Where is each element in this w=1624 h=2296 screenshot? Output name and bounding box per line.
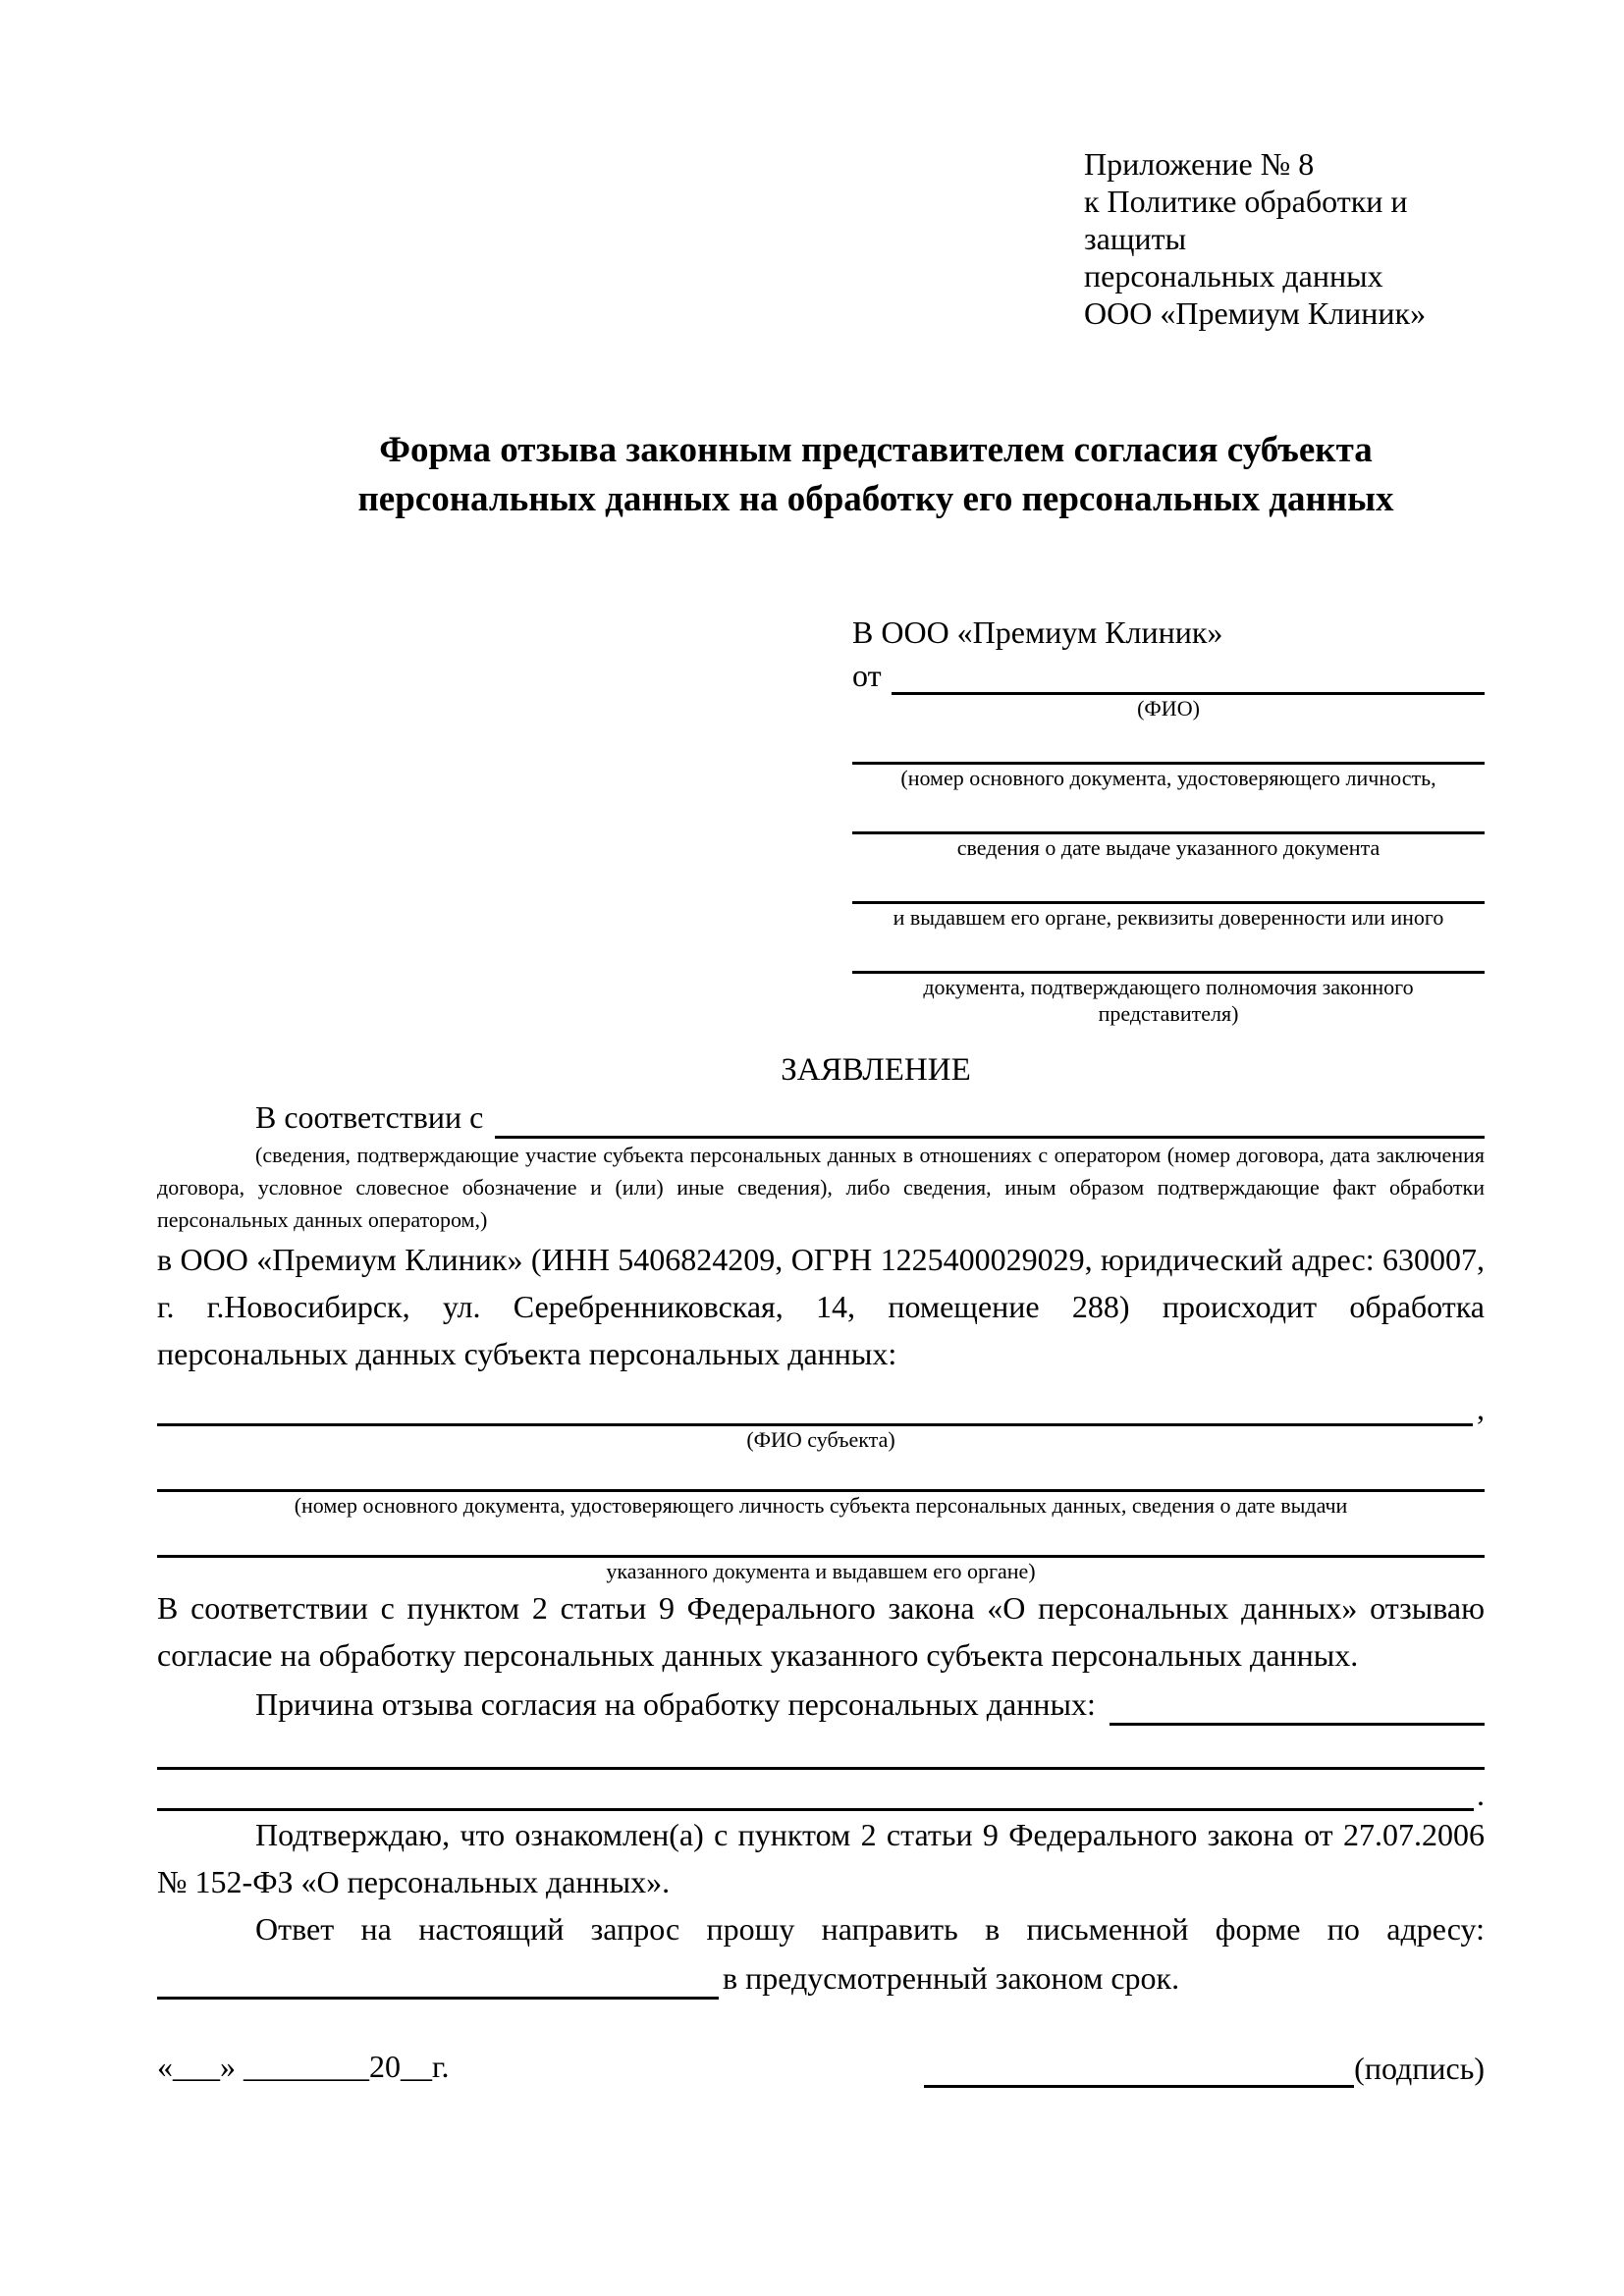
- reply-paragraph: Ответ на настоящий запрос прошу направить в письменной форме по адресу:: [255, 1911, 1485, 1947]
- issuing-authority-field-line: [852, 861, 1485, 904]
- confirm-paragraph: Подтверждаю, что ознакомлен(а) с пунктом 2 статьи 9 Федерального закона от 27.07.2006 № 152-ФЗ «О персональных данных».: [157, 1817, 1485, 1899]
- reason-field-line-short: [1110, 1686, 1485, 1726]
- subject-doc-caption-2: указанного документа и выдавшем его органе): [606, 1559, 1036, 1583]
- signature-field-line: [924, 2051, 1354, 2088]
- subject-doc-caption-1: (номер основного документа, удостоверяющего личность субъекта персональных данных, сведения о дате выдачи: [294, 1493, 1348, 1518]
- signature-row: [157, 2045, 1485, 2088]
- appendix-line-1: Приложение № 8: [1084, 146, 1315, 182]
- appendix-line-2: к Политике обработки и защиты: [1084, 184, 1408, 256]
- reason-trailing-period: .: [1477, 1777, 1485, 1812]
- accordance-label: В соответствии с: [255, 1099, 484, 1135]
- accordance-field-line: [495, 1099, 1485, 1139]
- subject-doc-field-line-2: [157, 1521, 1485, 1558]
- accordance-note: (сведения, подтверждающие участие субъекта персональных данных в отношениях с оператором (номер договора, дата заключения договора, условное словесное обозначение и (или) иные сведения), либо сведения, иным образом подтверждающие факт обработки персональных данных оператором,): [157, 1143, 1485, 1232]
- subject-doc-row-1: [157, 1455, 1485, 1492]
- appendix-reference: [1084, 145, 1485, 332]
- identity-doc-caption: (номер основного документа, удостоверяющего личность,: [900, 766, 1436, 790]
- reply-address-field-line: [157, 1960, 719, 2000]
- addressee-company: В ООО «Премиум Клиник»: [852, 614, 1223, 650]
- signature-block: [924, 2049, 1485, 2088]
- issue-date-field-line: [852, 791, 1485, 834]
- appendix-line-4: ООО «Премиум Клиник»: [1084, 295, 1427, 331]
- subject-doc-field-line-1: [157, 1455, 1485, 1492]
- issue-date-caption: сведения о дате выдаче указанного документа: [956, 835, 1380, 860]
- reason-field-line-2: [157, 1770, 1474, 1811]
- subject-fio-field-line: [157, 1389, 1473, 1426]
- signature-caption: (подпись): [1354, 2051, 1485, 2086]
- operator-paragraph: в ООО «Премиум Клиник» (ИНН 5406824209, ОГРН 1225400029029, юридический адрес: 630007, г. г.Новосибирск, ул. Серебренниковская, 14, помещение 288) происходит обработка персональных данных субъекта персональных данных:: [157, 1242, 1485, 1371]
- reason-label: Причина отзыва согласия на обработку персональных данных:: [255, 1686, 1096, 1722]
- form-title: Форма отзыва законным представителем согласия субъекта персональных данных на обработку его персональных данных: [357, 430, 1394, 519]
- issuing-authority-caption: и выдавшем его органе, реквизиты доверенности или иного: [893, 905, 1444, 930]
- reason-field-line-1: [157, 1726, 1485, 1770]
- statement-heading: ЗАЯВЛЕНИЕ: [781, 1052, 971, 1088]
- from-row: [852, 654, 1485, 695]
- appendix-line-3: персональных данных: [1084, 258, 1383, 294]
- fio-caption: (ФИО): [1137, 696, 1200, 721]
- representative-authority-field-line: [852, 931, 1485, 974]
- subject-fio-row: [157, 1389, 1485, 1426]
- identity-doc-field-line: [852, 721, 1485, 765]
- reason-row: [157, 1679, 1485, 1726]
- reply-address-row: [157, 1952, 1485, 2000]
- reply-tail-text: в предусмотренный законом срок.: [723, 1960, 1180, 1996]
- addressee-block: [852, 611, 1485, 1027]
- withdraw-paragraph: В соответствии с пунктом 2 статьи 9 Федерального закона «О персональных данных» отзываю согласие на обработку персональных данных указанного субъекта персональных данных.: [157, 1590, 1485, 1673]
- date-blank: «___» ________20__г.: [157, 2049, 450, 2084]
- accordance-row: [157, 1092, 1485, 1139]
- subject-fio-caption: (ФИО субъекта): [746, 1427, 895, 1452]
- from-fio-field-line: [892, 658, 1485, 695]
- subject-doc-row-2: [157, 1521, 1485, 1558]
- representative-authority-caption: документа, подтверждающего полномочия законного представителя): [923, 975, 1414, 1026]
- subject-fio-trailing-comma: ,: [1477, 1391, 1485, 1426]
- reason-field-row-2: [157, 1770, 1485, 1811]
- from-label: от: [852, 658, 882, 693]
